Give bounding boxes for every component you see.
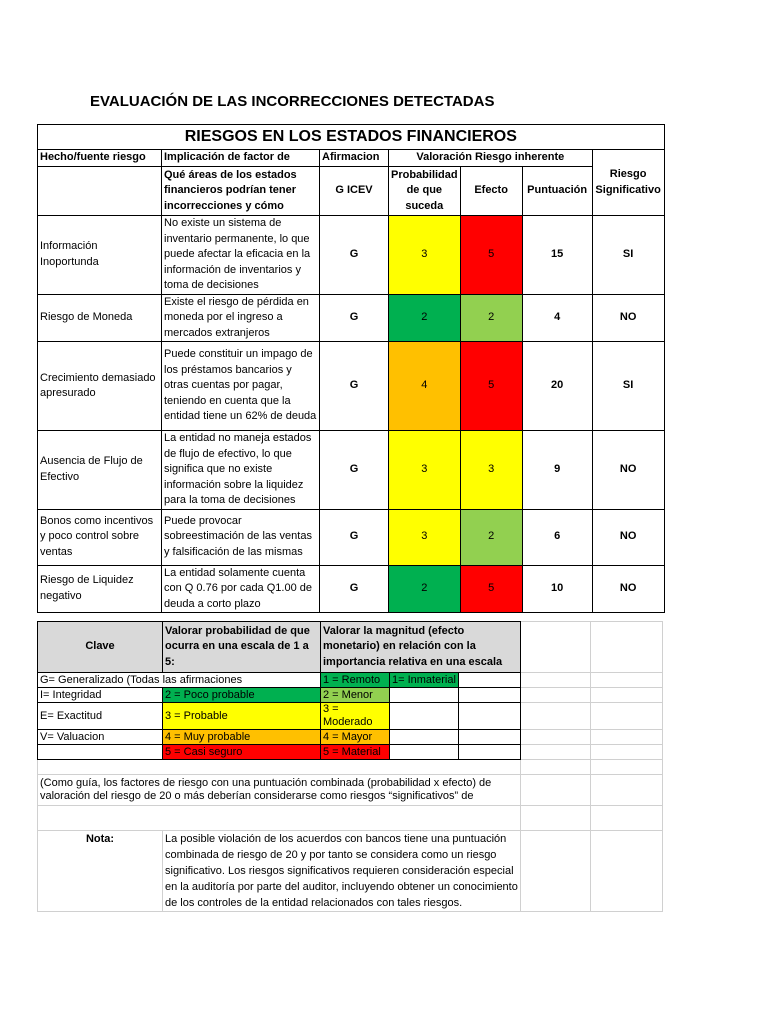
cell-hecho: Bonos como incentivos y poco control sobre ventas xyxy=(38,509,162,565)
header-hecho: Hecho/fuente riesgo xyxy=(38,150,162,167)
cell-efecto: 5 xyxy=(460,342,522,431)
header-efecto: Efecto xyxy=(460,167,522,216)
cell-probabilidad: 2 xyxy=(389,294,461,342)
key-afirmacion: V= Valuacion xyxy=(38,730,163,745)
cell-afirmacion: G xyxy=(320,294,389,342)
cell-efecto: 2 xyxy=(460,294,522,342)
cell-efecto: 2 xyxy=(460,509,522,565)
cell-implicacion: Puede constituir un impago de los préstamos bancarios y otras cuentas por pagar, teniendo en cuenta que la entidad tiene un 62% de deuda xyxy=(162,342,320,431)
table-row xyxy=(38,342,665,431)
key-magnitud: 5 = Material xyxy=(321,745,390,760)
key-probabilidad: 5 = Casi seguro xyxy=(163,745,321,760)
table-row xyxy=(38,565,665,613)
key-probabilidad: 4 = Muy probable xyxy=(163,730,321,745)
header-areas: Qué áreas de los estados financieros podrían tener incorrecciones y cómo xyxy=(162,167,320,216)
cell-probabilidad: 3 xyxy=(389,431,461,510)
key-probabilidad: 2 = Poco probable xyxy=(163,688,321,703)
cell-hecho: Riesgo de Moneda xyxy=(38,294,162,342)
cell-hecho: Riesgo de Liquidez negativo xyxy=(38,565,162,613)
table-row xyxy=(38,294,665,342)
key-afirmacion: I= Integridad xyxy=(38,688,163,703)
key-clave-header: Clave xyxy=(38,622,163,673)
cell-significativo: NO xyxy=(592,294,664,342)
nota-text: La posible violación de los acuerdos con bancos tiene una puntuación combinada de riesgo de 20 y por tanto se considera como un riesgo significativo. Los riesgos significativos requieren consideración especial en la auditoría por parte del auditor, incluyendo obtener un conocimiento de los controles de la entidad relacionados con tales riesgos. xyxy=(163,831,521,912)
risk-table xyxy=(37,124,665,613)
cell-afirmacion: G xyxy=(320,431,389,510)
header-riesgo-significativo: Riesgo Significativo xyxy=(592,150,664,216)
cell-significativo: SI xyxy=(592,216,664,295)
cell-efecto: 5 xyxy=(460,216,522,295)
guide-text: (Como guía, los factores de riesgo con una puntuación combinada (probabilidad x efecto) de valoración del riesgo de 20 o más deberían considerarse como riesgos “significativos” de xyxy=(38,775,521,806)
header-blank xyxy=(38,167,162,216)
cell-probabilidad: 3 xyxy=(389,216,461,295)
key-magnitud-header: Valorar la magnitud (efecto monetario) en relación con la importancia relativa en una escala xyxy=(321,622,521,673)
table-row xyxy=(38,431,665,510)
cell-puntuacion: 6 xyxy=(522,509,592,565)
key-probabilidad: 3 = Probable xyxy=(163,703,321,730)
header-puntuacion: Puntuación xyxy=(522,167,592,216)
cell-implicacion: La entidad no maneja estados de flujo de efectivo, lo que significa que no existe información sobre la liquidez para la toma de decisiones xyxy=(162,431,320,510)
cell-hecho: Información Inoportunda xyxy=(38,216,162,295)
header-gicev: G ICEV xyxy=(320,167,389,216)
cell-puntuacion: 15 xyxy=(522,216,592,295)
cell-hecho: Ausencia de Flujo de Efectivo xyxy=(38,431,162,510)
cell-implicacion: Existe el riesgo de pérdida en moneda por el ingreso a mercados extranjeros xyxy=(162,294,320,342)
header-afirmacion: Afirmacion xyxy=(320,150,389,167)
table-row xyxy=(38,216,665,295)
key-probabilidad: 1 = Remoto xyxy=(321,673,390,688)
header-probabilidad: Probabilidad de que suceda xyxy=(389,167,461,216)
cell-implicacion: La entidad solamente cuenta con Q 0.76 por cada Q1.00 de deuda a corto plazo xyxy=(162,565,320,613)
key-magnitud: 2 = Menor xyxy=(321,688,390,703)
table-row xyxy=(38,509,665,565)
cell-puntuacion: 9 xyxy=(522,431,592,510)
cell-implicacion: Puede provocar sobreestimación de las ventas y falsificación de las mismas xyxy=(162,509,320,565)
nota-label: Nota: xyxy=(38,831,163,912)
header-implicacion: Implicación de factor de xyxy=(162,150,320,167)
cell-puntuacion: 4 xyxy=(522,294,592,342)
key-magnitud: 4 = Mayor xyxy=(321,730,390,745)
key-afirmacion: E= Exactitud xyxy=(38,703,163,730)
cell-significativo: NO xyxy=(592,431,664,510)
cell-probabilidad: 4 xyxy=(389,342,461,431)
header-valoracion: Valoración Riesgo inherente xyxy=(389,150,593,167)
key-magnitud: 3 = Moderado xyxy=(321,703,390,730)
cell-afirmacion: G xyxy=(320,342,389,431)
key-afirmacion: G= Generalizado (Todas las afirmaciones xyxy=(38,673,321,688)
cell-significativo: NO xyxy=(592,509,664,565)
key-probabilidad-header: Valorar probabilidad de que ocurra en una escala de 1 a 5: xyxy=(163,622,321,673)
cell-afirmacion: G xyxy=(320,565,389,613)
cell-afirmacion: G xyxy=(320,509,389,565)
cell-puntuacion: 10 xyxy=(522,565,592,613)
cell-significativo: SI xyxy=(592,342,664,431)
cell-hecho: Crecimiento demasiado apresurado xyxy=(38,342,162,431)
cell-puntuacion: 20 xyxy=(522,342,592,431)
cell-probabilidad: 2 xyxy=(389,565,461,613)
key-table xyxy=(37,621,663,912)
cell-implicacion: No existe un sistema de inventario permanente, lo que puede afectar la eficacia en la información de inventarios y toma de decisiones xyxy=(162,216,320,295)
table-banner: RIESGOS EN LOS ESTADOS FINANCIEROS xyxy=(38,125,665,150)
page-title: EVALUACIÓN DE LAS INCORRECCIONES DETECTADAS xyxy=(90,93,495,110)
cell-efecto: 5 xyxy=(460,565,522,613)
key-magnitud: 1= Inmaterial xyxy=(390,673,459,688)
cell-afirmacion: G xyxy=(320,216,389,295)
cell-probabilidad: 3 xyxy=(389,509,461,565)
cell-significativo: NO xyxy=(592,565,664,613)
cell-efecto: 3 xyxy=(460,431,522,510)
